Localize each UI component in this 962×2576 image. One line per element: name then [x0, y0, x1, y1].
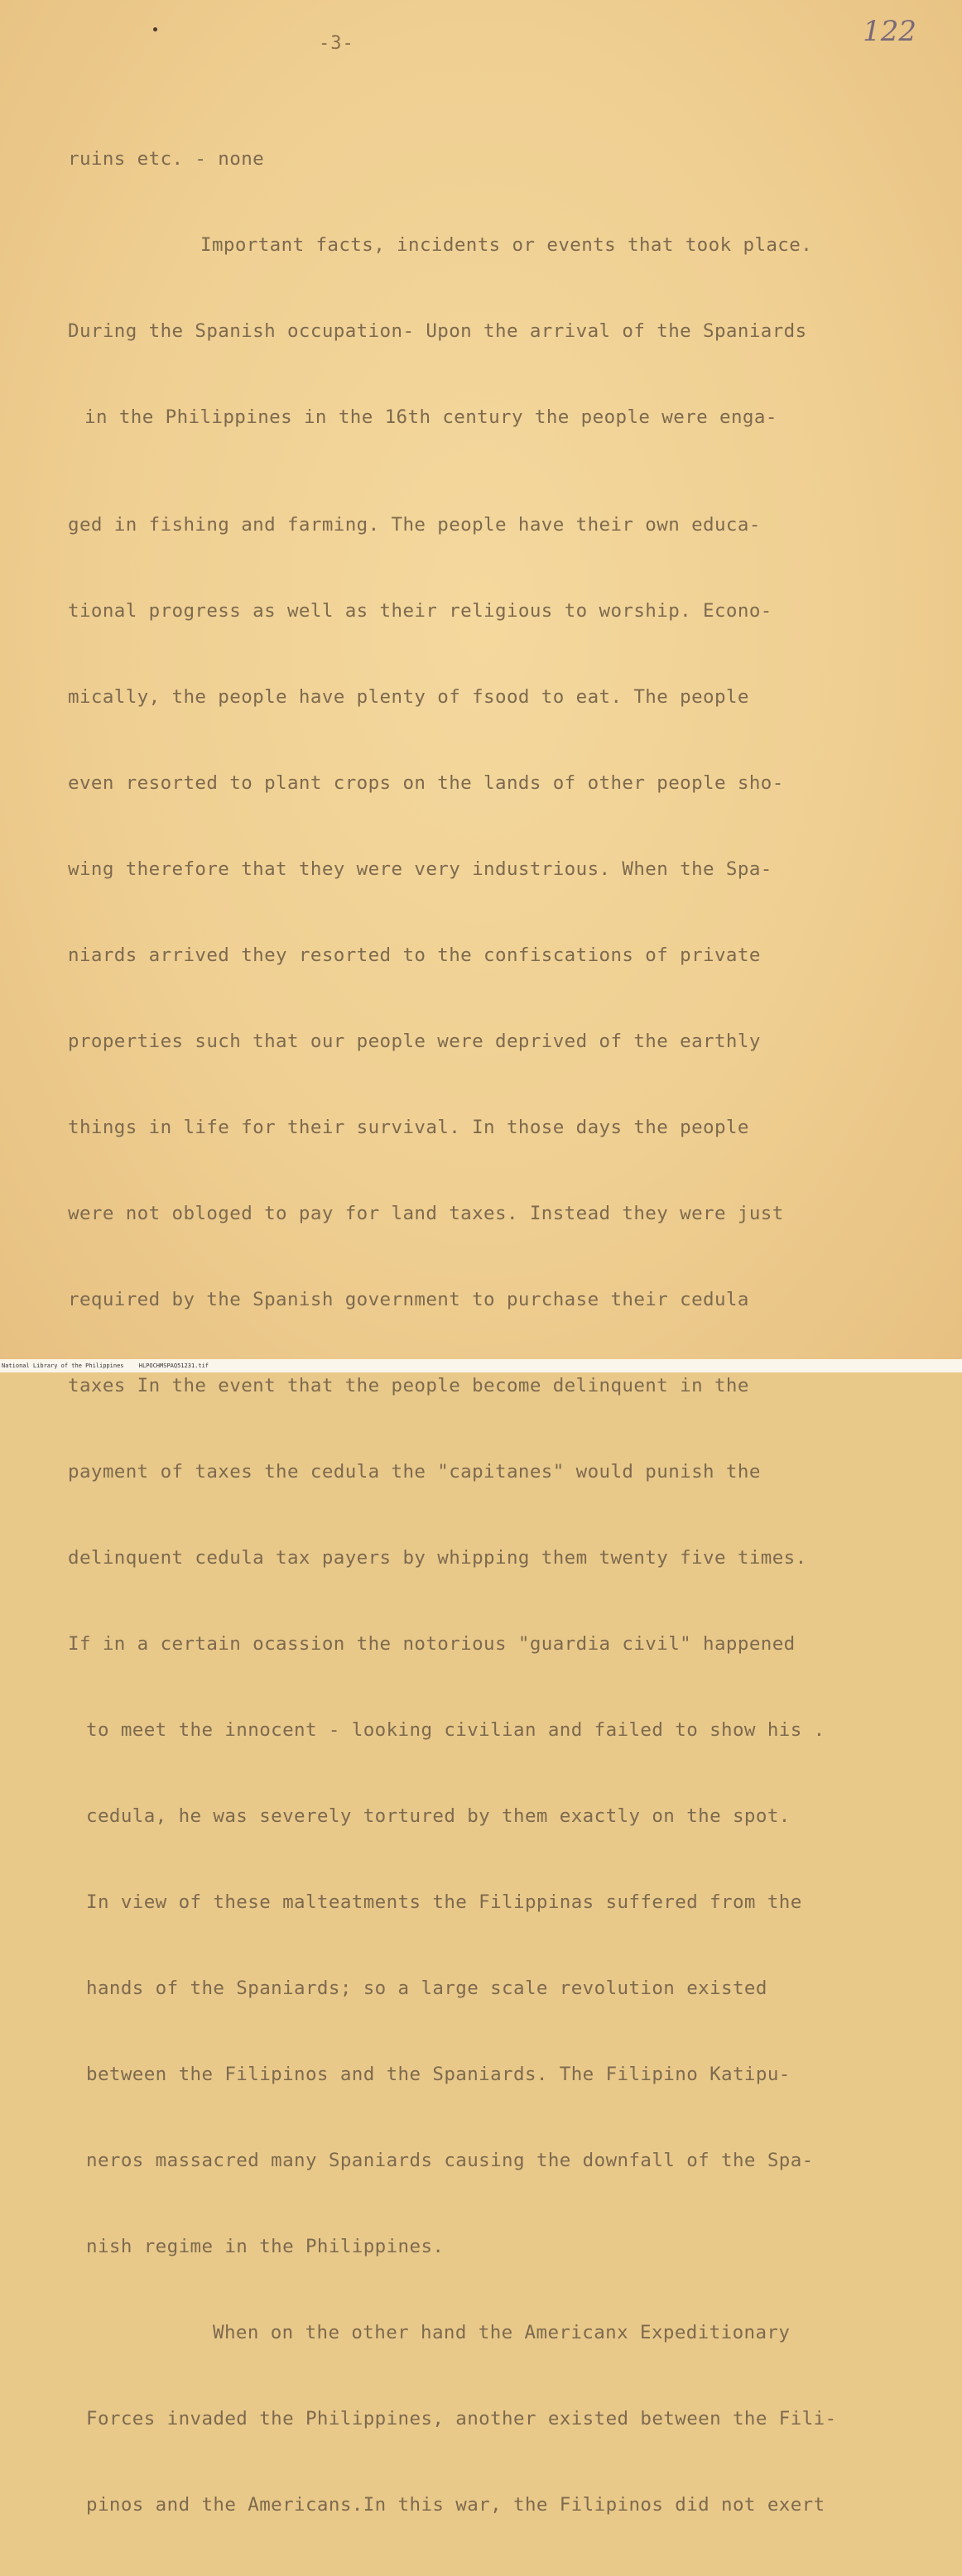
- scan-footer: [0, 1359, 962, 1372]
- text-line: cedula, he was severely tortured by them exactly on the spot.: [86, 1805, 791, 1827]
- text-line: niards arrived they resorted to the confiscations of private: [68, 944, 761, 966]
- text-line: During the Spanish occupation- Upon the arrival of the Spaniards: [68, 320, 807, 342]
- text-line: In view of these malteatments the Filippinas suffered from the: [86, 1891, 802, 1913]
- typed-body-text: [68, 101, 929, 2576]
- text-line: nish regime in the Philippines.: [86, 2236, 445, 2257]
- text-line: properties such that our people were deprived of the earthly: [68, 1031, 761, 1052]
- text-line: to meet the innocent - looking civilian and failed to show his .: [86, 1719, 825, 1741]
- text-line: payment of taxes the cedula the "capitanes" would punish the: [68, 1461, 761, 1483]
- text-line: mically, the people have plenty of fsood to eat. The people: [68, 686, 749, 708]
- text-line: ruins etc. - none: [68, 148, 265, 170]
- text-line: tional progress as well as their religious to worship. Econo-: [68, 600, 772, 622]
- text-line: in the Philippines in the 16th century the people were enga-: [84, 406, 777, 428]
- text-line: were not obloged to pay for land taxes. Instead they were just: [68, 1203, 784, 1224]
- file-name: HLPOCHMSPAQ51231.tif: [138, 1362, 209, 1369]
- ink-dot: [153, 27, 157, 31]
- text-line: taxes In the event that the people become delinquent in the: [68, 1375, 749, 1396]
- text-line: Important facts, incidents or events that took place.: [200, 234, 813, 256]
- text-line: even resorted to plant crops on the lands of other people sho-: [68, 772, 784, 794]
- library-credit: National Library of the Philippines: [2, 1362, 124, 1369]
- folio-number: 122: [863, 15, 916, 48]
- text-line: When on the other hand the Americanx Expeditionary: [213, 2322, 791, 2343]
- text-line: Forces invaded the Philippines, another existed between the Fili-: [86, 2408, 837, 2429]
- text-line: between the Filipinos and the Spaniards. The Filipino Katipu-: [86, 2064, 791, 2085]
- text-line: neros massacred many Spaniards causing the downfall of the Spa-: [86, 2150, 814, 2171]
- text-line: things in life for their survival. In those days the people: [68, 1117, 749, 1138]
- text-line: If in a certain ocassion the notorious "guardia civil" happened: [68, 1633, 796, 1655]
- text-line: required by the Spanish government to purchase their cedula: [68, 1289, 749, 1310]
- page-number: -3-: [319, 33, 354, 54]
- text-line: ged in fishing and farming. The people have their own educa-: [68, 514, 761, 536]
- text-line: hands of the Spaniards; so a large scale revolution existed: [86, 1978, 767, 1999]
- text-line: wing therefore that they were very industrious. When the Spa-: [68, 858, 772, 880]
- text-line: delinquent cedula tax payers by whipping them twenty five times.: [68, 1547, 807, 1569]
- text-line: pinos and the Americans.In this war, the Filipinos did not exert: [86, 2494, 825, 2516]
